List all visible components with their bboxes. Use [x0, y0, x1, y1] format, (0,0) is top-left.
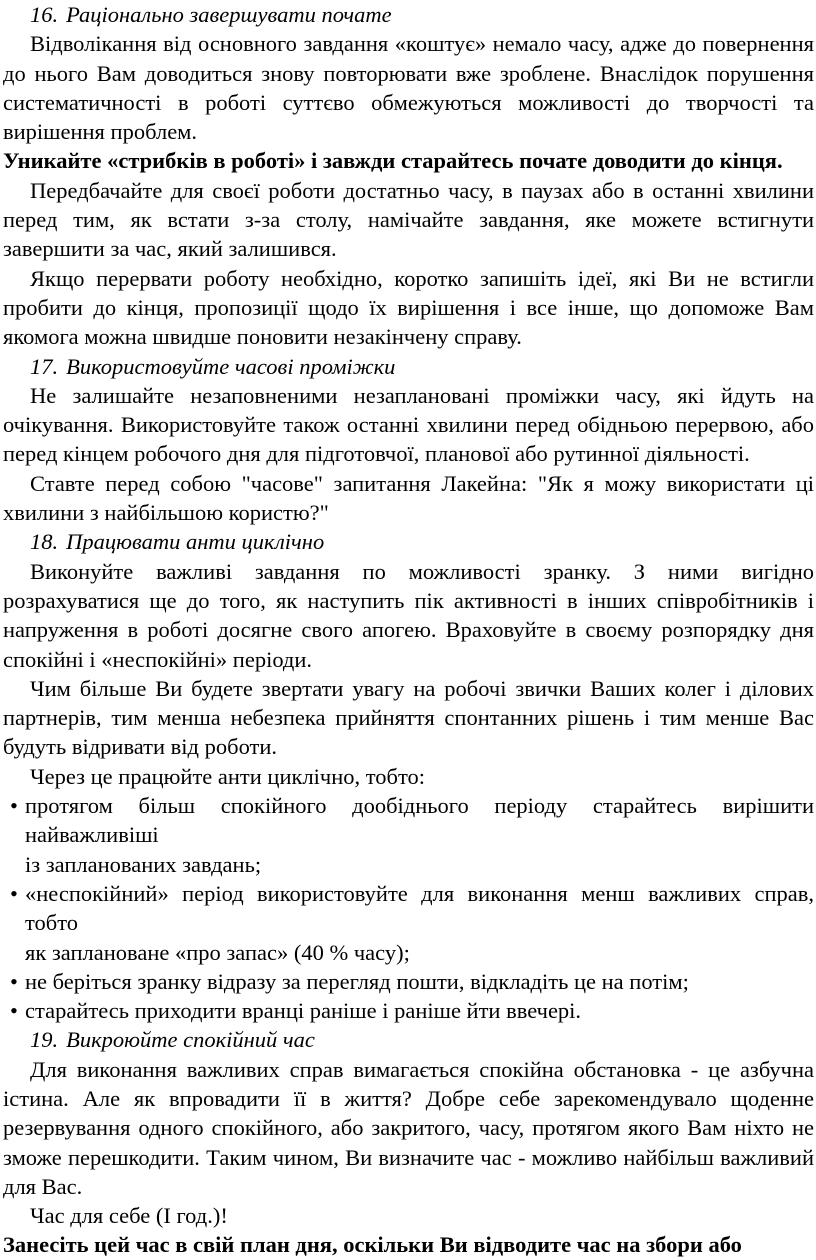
bullet-icon: •	[10, 998, 18, 1024]
section-19-paragraph-2: Час для себе (І год.)!	[30, 1203, 228, 1229]
section-17-title: Використовуйте часові проміжки	[66, 353, 396, 379]
list-item	[3, 967, 814, 996]
section-19-title: Викроюйте спокійний час	[66, 1027, 315, 1053]
section-16-paragraph-1: Відволікання від основного завдання «коштує» немало часу, адже до повернення до нього Вам доводиться знову повторювати вже зроблене. Внаслідок порушення систематичності в роботі суттєво обмежуються можливості до творчості та вирішення проблем.	[3, 31, 814, 145]
bullet-icon: •	[10, 880, 18, 906]
section-19-paragraph-1: Для виконання важливих справ вимагається спокійна обстановка - це азбучна істина. Але як впровадити її в життя? Добре себе зарекомендувало щоденне резервування одного спокійного, або закритого, часу, протягом якого Вам ніхто не зможе перешкодити. Таким чином, Ви визначите час - можливо найбільш важливий для Вас.	[3, 1056, 814, 1199]
section-18-paragraph-2: Чим більше Ви будете звертати увагу на робочі звички Ваших колег і ділових партнерів, тим менша небезпека прийняття спонтанних рішень і тим менше Вас будуть відривати від роботи.	[3, 675, 814, 760]
list-item	[3, 879, 814, 967]
section-17-number: 17.	[30, 353, 59, 379]
list-item-text: протягом більш спокійного дообіднього періоду старайтесь вирішити найважливіші	[25, 793, 814, 848]
section-16-bold-statement: Уникайте «стрибків в роботі» і завжди старайтесь почате доводити до кінця.	[3, 148, 783, 174]
section-16-paragraph-2: Передбачайте для своєї роботи достатньо часу, в паузах або в останні хвилини перед тим, як встати з-за столу, намічайте завдання, яке можете встигнути завершити за час, який залишився.	[3, 177, 814, 262]
list-item	[3, 791, 814, 879]
section-18-number: 18.	[30, 529, 59, 555]
list-item-continuation: як заплановане «про запас» (40 % часу);	[25, 939, 410, 965]
section-19-number: 19.	[30, 1027, 59, 1053]
section-17-paragraph-2: Ставте перед собою "часове" запитання Лакейна: "Як я можу використати ці хвилини з найбільшою користю?"	[3, 470, 814, 526]
list-item-text: старайтесь приходити вранці раніше і раніше йти ввечері.	[25, 998, 582, 1024]
list-item-text: «неспокійний» період використовуйте для виконання менш важливих справ, тобто	[25, 880, 814, 936]
section-17-paragraph-1: Не залишайте незаповненими незаплановані проміжки часу, які йдуть на очікування. Використовуйте також останні хвилини перед обідньою перервою, або перед кінцем робочого дня для підготовчої, планової або рутинної діяльності.	[3, 382, 814, 467]
section-18-heading	[3, 527, 814, 556]
section-19-bold-statement: Занесіть цей час в свій план дня, оскільки Ви відводите час на збори або	[3, 1232, 742, 1258]
list-item	[3, 996, 814, 1025]
section-18-bullet-list	[3, 791, 814, 1025]
section-16-title: Раціонально завершувати почате	[66, 2, 392, 27]
section-19-heading	[3, 1025, 814, 1054]
section-18-title: Працювати анти циклічно	[66, 529, 325, 555]
bullet-icon: •	[10, 793, 18, 819]
section-16-paragraph-3: Якщо перервати роботу необхідно, коротко запишіть ідеї, які Ви не встигли пробити до кінця, пропозиції щодо їх вирішення і все інше, що допоможе Вам якомога можна швидше поновити незакінчену справу.	[3, 265, 814, 350]
list-item-continuation: із запланованих завдань;	[25, 851, 262, 877]
section-17-heading	[3, 352, 814, 381]
section-18-paragraph-1: Виконуйте важливі завдання по можливості зранку. З ними вигідно розрахуватися ще до того, як наступить пік активності в інших співробітників і напруження в роботі досягне свого апогею. Враховуйте в своєму розпорядку дня спокійні і «неспокійні» періоди.	[3, 558, 814, 672]
bullet-icon: •	[10, 968, 18, 994]
list-item-text: не беріться зранку відразу за перегляд пошти, відкладіть це на потім;	[25, 968, 689, 994]
section-16-number: 16.	[30, 2, 59, 27]
section-16-heading	[3, 0, 814, 29]
section-18-paragraph-3: Через це працюйте анти циклічно, тобто:	[30, 763, 426, 789]
